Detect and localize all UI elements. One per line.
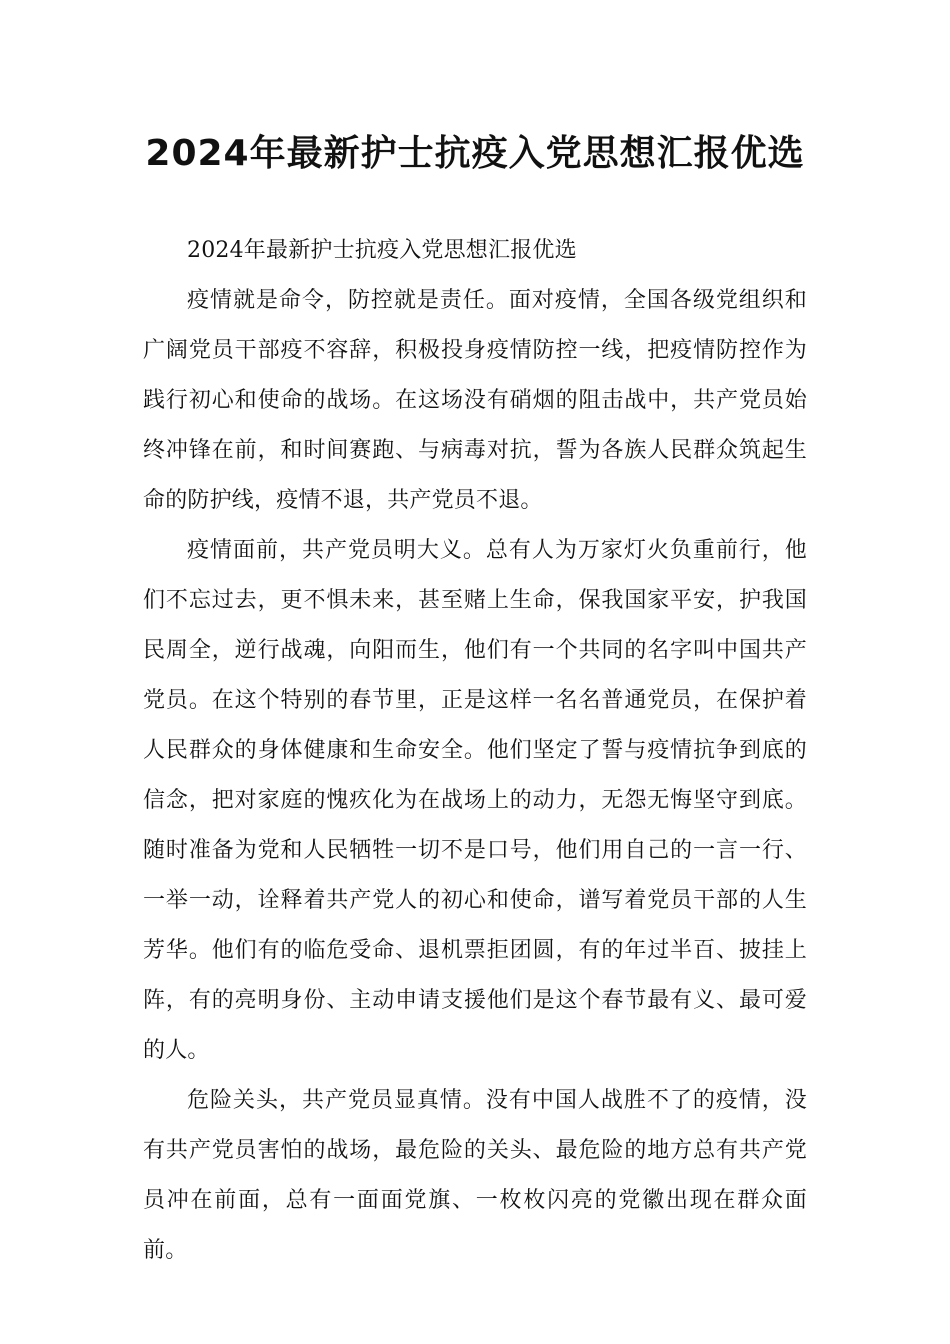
document-title: 2024年最新护士抗疫入党思想汇报优选 — [145, 133, 805, 174]
paragraph-subtitle: 2024年最新护士抗疫入党思想汇报优选 — [187, 238, 577, 263]
paragraph-1: 疫情就是命令，防控就是责任。面对疫情，全国各级党组织和广阔党员干部疫不容辞，积极投身疫情防控一线，把疫情防控作为践行初心和使命的战场。在这场没有硝烟的阻击战中，共产党员始终冲锋在前，和时间赛跑、与病毒对抗，誓为各族人民群众筑起生命的防护线，疫情不退，共产党员不退。 — [143, 288, 807, 513]
paragraph-2: 疫情面前，共产党员明大义。总有人为万家灯火负重前行，他们不忘过去，更不惧未来，甚至赌上生命，保我国家平安，护我国民周全，逆行战魂，向阳而生，他们有一个共同的名字叫中国共产党员。在这个特别的春节里，正是这样一名名普通党员，在保护着人民群众的身体健康和生命安全。他们坚定了誓与疫情抗争到底的信念，把对家庭的愧疚化为在战场上的动力，无怨无悔坚守到底。随时准备为党和人民牺牲一切不是口号，他们用自己的一言一行、一举一动，诠释着共产党人的初心和使命，谱写着党员干部的人生芳华。他们有的临危受命、退机票拒团圆，有的年过半百、披挂上阵，有的亮明身份、主动申请支援他们是这个春节最有义、最可爱的人。 — [143, 538, 807, 1063]
paragraph-3: 危险关头，共产党员显真情。没有中国人战胜不了的疫情，没有共产党员害怕的战场，最危险的关头、最危险的地方总有共产党员冲在前面，总有一面面党旗、一枚枚闪亮的党徽出现在群众面前。 — [143, 1088, 807, 1263]
document-body — [143, 226, 807, 1276]
